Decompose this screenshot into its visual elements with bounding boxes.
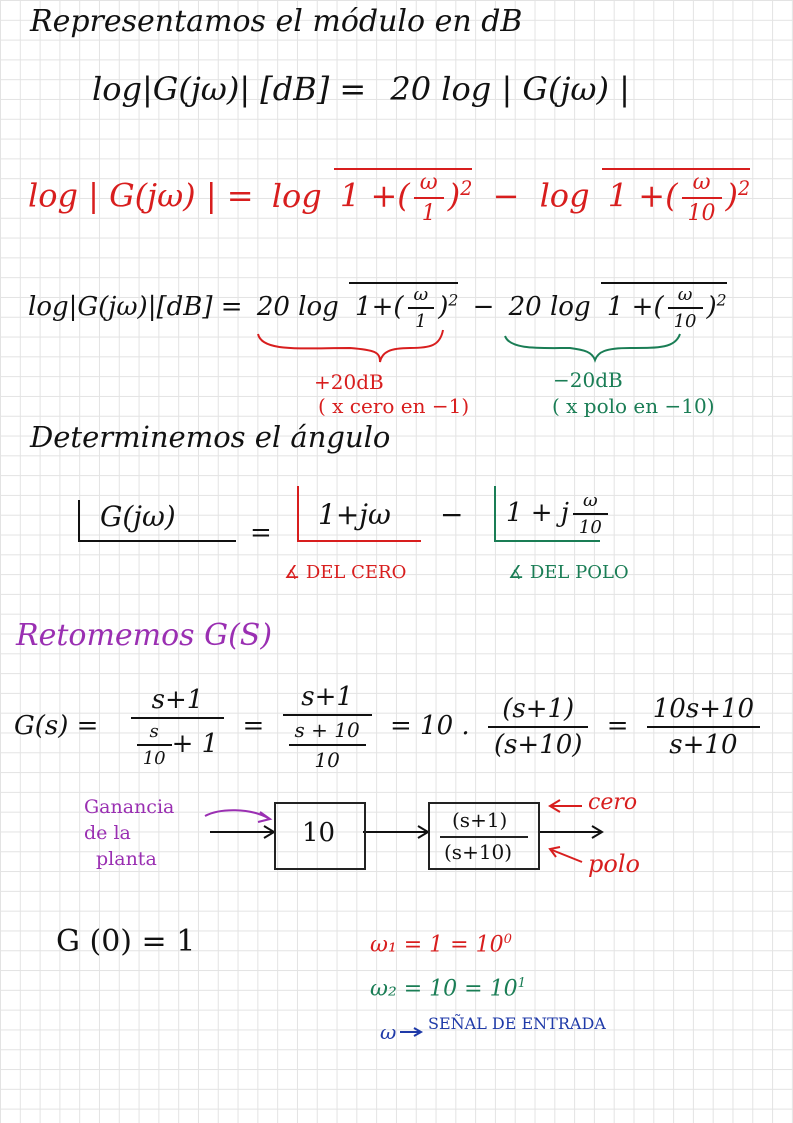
omega1: [370, 932, 512, 957]
f3-num: (s+1): [488, 694, 589, 728]
gs-eq1: =: [242, 711, 265, 741]
angle-term2-den: 10: [578, 517, 602, 538]
f1-den-num: s: [137, 721, 172, 746]
db-term2-one: 1 +: [606, 292, 654, 322]
log-magnitude-lhs: log | G(jω) | =: [28, 176, 254, 215]
g-zero: G (0) = 1: [56, 924, 196, 959]
gs-eq2: = 10 .: [390, 711, 470, 741]
db-term1-one: 1+: [355, 292, 394, 322]
plus20-annotation: +20dB: [314, 370, 384, 394]
db-term1-exp: 2: [448, 291, 459, 310]
f2-num: s+1: [283, 682, 372, 716]
gain-label-arrow: [205, 810, 268, 818]
db-term1-sqrt: 1+( $\frac{\omega}{1}$ )$^2$: [349, 282, 458, 332]
green-brace: [505, 334, 680, 360]
angle-polo-label: ∡ DEL POLO: [508, 562, 629, 583]
polo-arrow: [552, 850, 582, 862]
angle-heading: Determinemos el ángulo: [30, 420, 391, 454]
term1-log: log: [271, 176, 322, 215]
db-minus: −: [472, 292, 495, 322]
term1-sqrt: 1 +( $\frac{\omega}{1}$ )$^2$: [334, 168, 472, 226]
omega2: [370, 976, 526, 1001]
gain-label-line2: de la: [84, 822, 131, 844]
gs-eq3: =: [606, 711, 629, 741]
db-term1-coef: 20 log: [256, 292, 339, 322]
angle-cero-label: ∡ DEL CERO: [284, 562, 407, 583]
plant-block-num: (s+1): [452, 808, 508, 832]
angle-g-lhs: G(jω): [100, 500, 176, 533]
omega-symbol: ω: [380, 1020, 397, 1044]
gs-lhs: G(s) =: [14, 711, 99, 741]
gain-block: [274, 802, 366, 870]
gain-block-value: 10: [302, 818, 336, 848]
db-definition-rhs: 20 log | G(jω) |: [390, 70, 630, 108]
omega2-exp: 1: [517, 976, 526, 991]
angle-term2-pre: 1 + j: [506, 498, 569, 528]
f2-den: [283, 716, 372, 772]
term2-sqrt: 1 +( $\frac{\omega}{10}$ )$^2$: [602, 168, 751, 226]
f1-num: s+1: [131, 685, 225, 719]
term1-exp: 2: [460, 176, 473, 200]
term1-one: 1 +: [339, 176, 398, 215]
omega1-exp: 0: [503, 932, 512, 947]
term2-log: log: [539, 176, 590, 215]
cero-label: cero: [588, 790, 638, 815]
angle-term2: [506, 490, 612, 538]
f2-den-den: 10: [314, 748, 340, 772]
gs-equation: [14, 682, 764, 772]
polo-label: polo: [588, 850, 640, 878]
angle-term2-num: ω: [573, 490, 608, 515]
db-term1-num: ω: [408, 284, 435, 309]
f3-den: (s+10): [493, 730, 583, 760]
db-definition-lhs: log|G(jω)| [dB] =: [92, 70, 367, 108]
omega1-text: ω₁ = 1 = 10: [370, 932, 504, 958]
angle-minus: −: [440, 498, 464, 531]
plant-block: [428, 802, 540, 870]
angle-term1: 1+jω: [318, 498, 391, 531]
omega2-text: ω₂ = 10 = 10: [370, 976, 518, 1002]
angle-equals: =: [250, 518, 272, 548]
gain-label-line3: planta: [96, 848, 157, 870]
db-term2-coef: 20 log: [508, 292, 591, 322]
f4-num: 10s+10: [647, 694, 760, 728]
plant-block-fraction-bar: [440, 836, 528, 838]
senal-de-entrada: SEÑAL DE ENTRADA: [428, 1014, 606, 1033]
db-equation-lhs: log|G(jω)|[dB] =: [28, 292, 243, 322]
term2-exp: 2: [738, 176, 751, 200]
gain-label-line1: Ganancia: [84, 796, 175, 818]
f2-den-num: s + 10: [289, 718, 366, 746]
db-term2-sqrt: 1 +( $\frac{\omega}{10}$ )$^2$: [601, 282, 727, 332]
page-heading: Representamos el módulo en dB: [30, 4, 523, 39]
f1-den-plus: + 1: [171, 729, 219, 759]
term2-one: 1 +: [607, 176, 666, 215]
f1-den-den: 10: [142, 748, 166, 769]
db-term2-den: 10: [673, 311, 697, 332]
db-term2-exp: 2: [716, 291, 727, 310]
term1-num: ω: [414, 170, 444, 199]
db-term1-den: 1: [415, 311, 427, 332]
minus-sign: −: [492, 176, 520, 215]
term1-den: 1: [421, 201, 436, 226]
term2-num: ω: [682, 170, 722, 199]
f1-den: [131, 719, 225, 769]
red-brace: [258, 330, 443, 362]
cero-annotation: ( x cero en −1): [318, 394, 470, 418]
plant-block-den: (s+10): [444, 840, 513, 864]
polo-annotation: ( x polo en −10): [552, 394, 715, 418]
retomemos-heading: Retomemos G(S): [16, 618, 273, 653]
term2-den: 10: [687, 201, 716, 226]
f4-den: s+10: [669, 730, 738, 760]
minus20-annotation: −20dB: [553, 368, 623, 392]
db-term2-num: ω: [668, 284, 703, 309]
